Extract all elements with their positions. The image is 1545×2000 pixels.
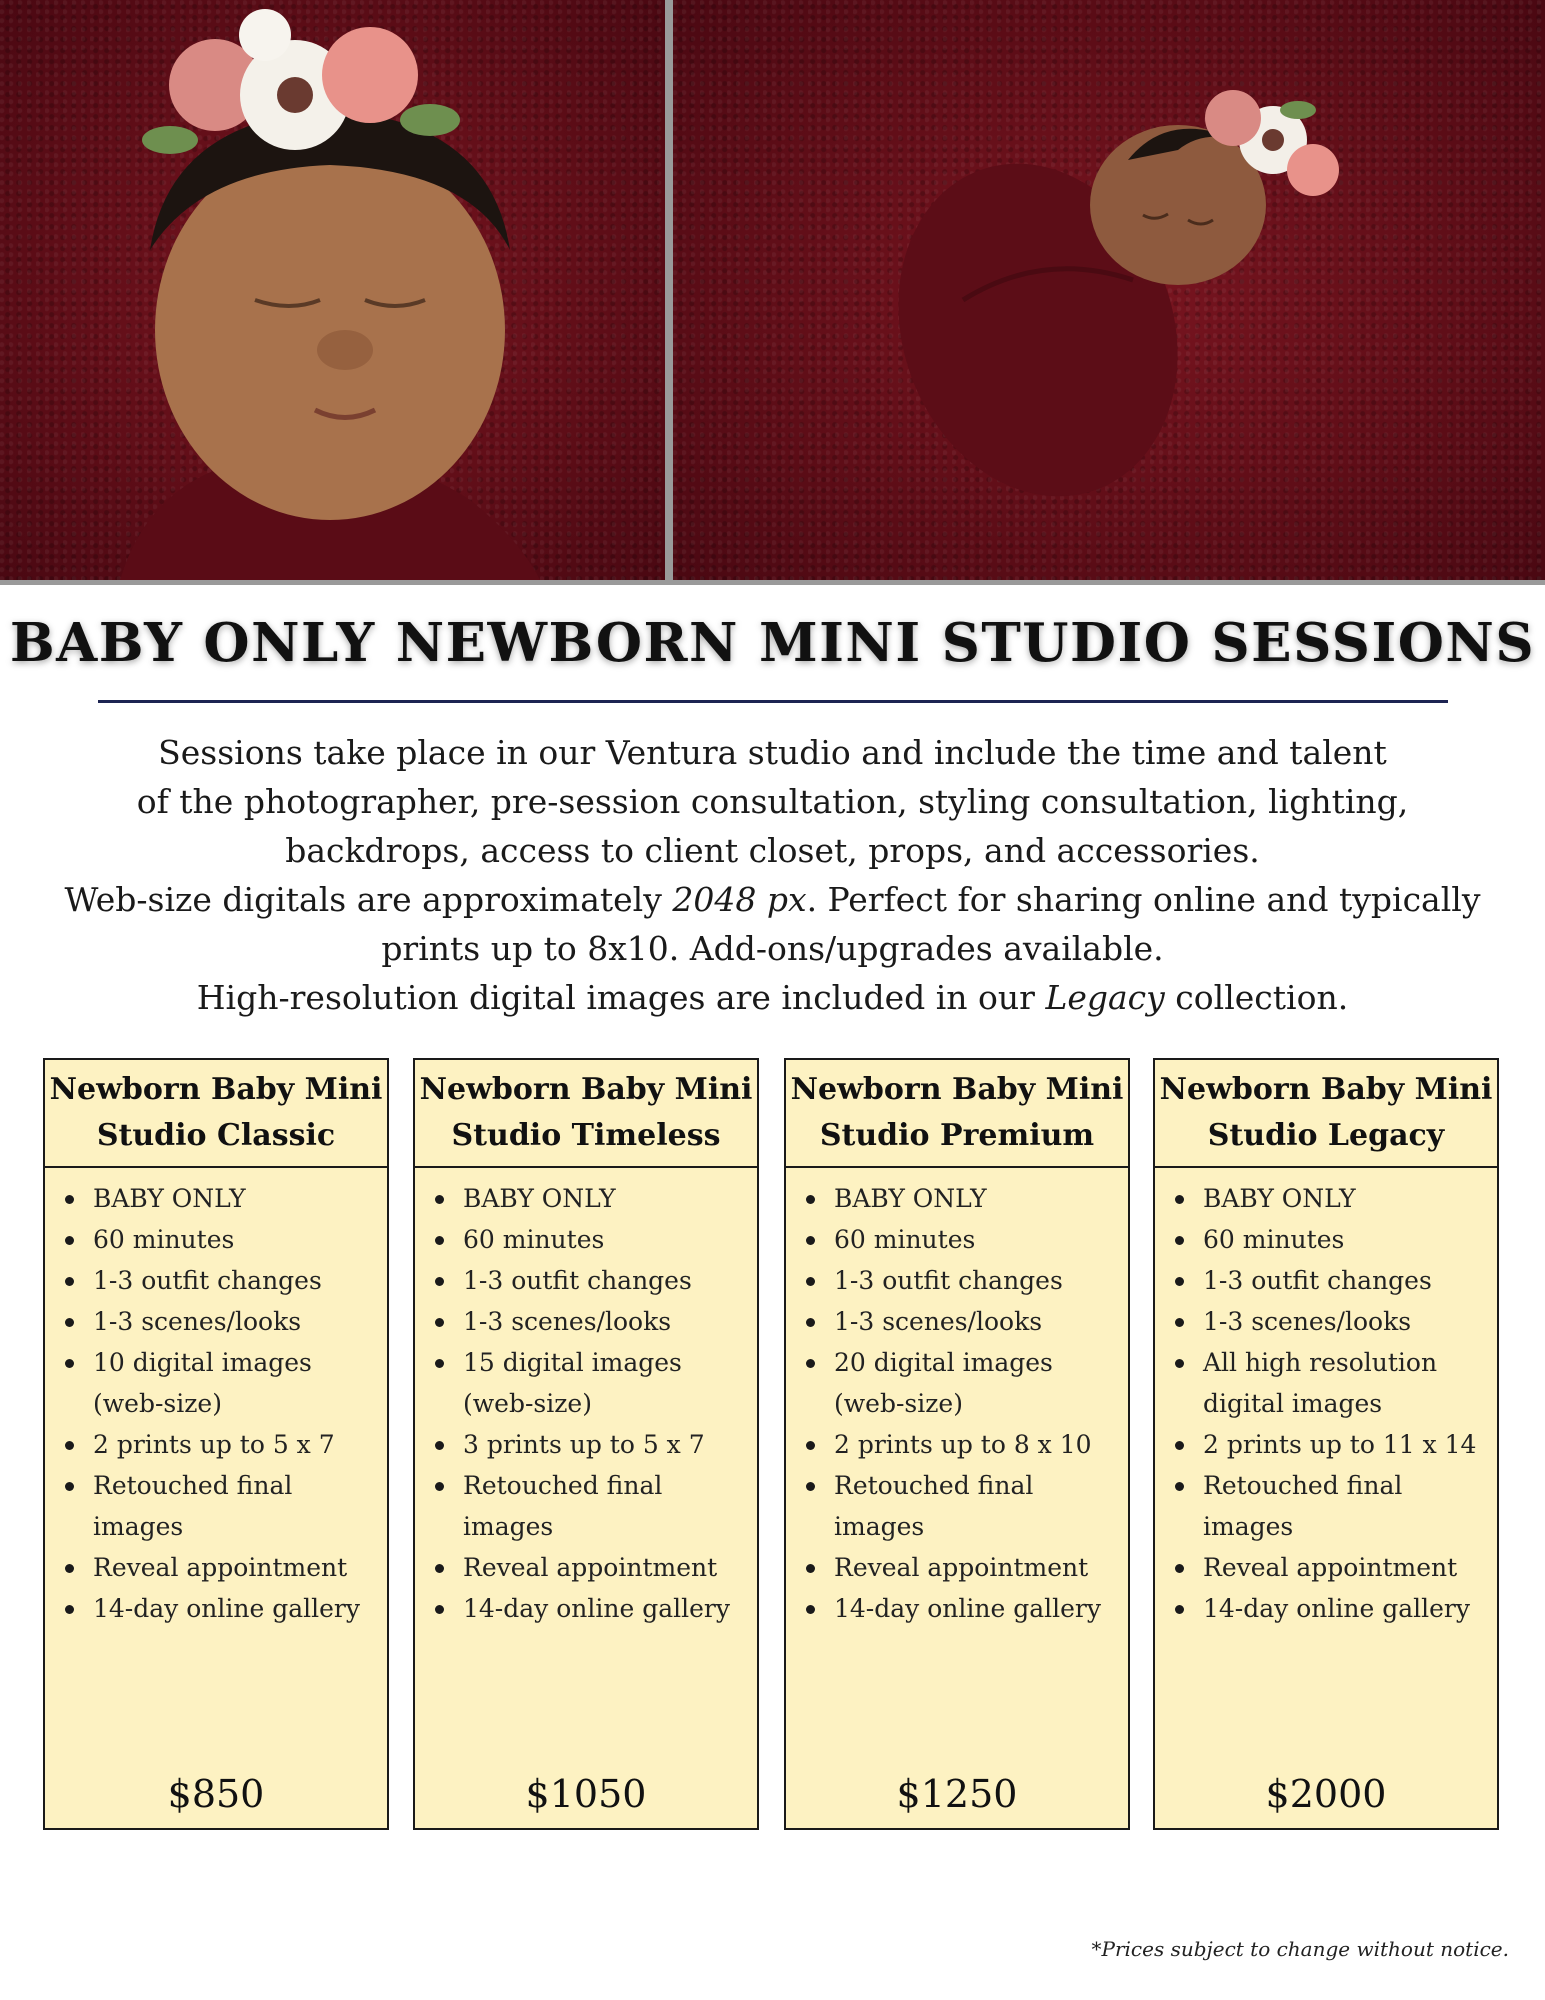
- feature-item: BABY ONLY: [804, 1178, 1120, 1219]
- package-title-line: Newborn Baby Mini: [790, 1072, 1124, 1107]
- feature-item: 14-day online gallery: [63, 1588, 379, 1629]
- package-title: [415, 1060, 757, 1168]
- feature-item: 60 minutes: [804, 1219, 1120, 1260]
- feature-item: 2 prints up to 8 x 10: [804, 1424, 1120, 1465]
- feature-item: 1-3 outfit changes: [1173, 1260, 1489, 1301]
- newborn-swaddled-photo: [673, 0, 1545, 580]
- title-divider: [98, 700, 1448, 703]
- feature-item: 1-3 scenes/looks: [804, 1301, 1120, 1342]
- feature-item: BABY ONLY: [63, 1178, 379, 1219]
- feature-item: 60 minutes: [433, 1219, 749, 1260]
- package-title-line: Studio Timeless: [451, 1118, 721, 1153]
- package-card-timeless: [413, 1058, 759, 1830]
- page-title: BABY ONLY NEWBORN MINI STUDIO SESSIONS: [9, 612, 1536, 674]
- intro-line: backdrops, access to client closet, props, and accessories.: [285, 831, 1260, 870]
- feature-item: 3 prints up to 5 x 7: [433, 1424, 749, 1465]
- intro-paragraph: [60, 728, 1485, 1022]
- feature-item: Retouched final images: [433, 1465, 749, 1547]
- feature-item: 1-3 scenes/looks: [63, 1301, 379, 1342]
- package-title-line: Studio Legacy: [1207, 1118, 1445, 1153]
- photo-strip: [0, 0, 1545, 585]
- feature-item: 2 prints up to 5 x 7: [63, 1424, 379, 1465]
- package-price: $1250: [896, 1772, 1018, 1816]
- intro-line: [60, 875, 1485, 924]
- package-card-legacy: [1153, 1058, 1499, 1830]
- package-features: [1155, 1168, 1497, 1629]
- intro-emphasis: Legacy: [1045, 978, 1165, 1017]
- newborn-closeup-illustration: [0, 0, 665, 580]
- feature-item: Reveal appointment: [433, 1547, 749, 1588]
- feature-item: Reveal appointment: [63, 1547, 379, 1588]
- intro-text: . Perfect for sharing online and typically: [806, 880, 1481, 919]
- package-price: $2000: [1265, 1772, 1387, 1816]
- feature-item: 10 digital images (web-size): [63, 1342, 379, 1424]
- package-features: [45, 1168, 387, 1629]
- intro-line: [60, 973, 1485, 1022]
- feature-item: Retouched final images: [1173, 1465, 1489, 1547]
- feature-item: 60 minutes: [1173, 1219, 1489, 1260]
- intro-text: Web-size digitals are approximately: [64, 880, 673, 919]
- package-title: [1155, 1060, 1497, 1168]
- feature-item: All high resolution digital images: [1173, 1342, 1489, 1424]
- feature-item: 1-3 scenes/looks: [433, 1301, 749, 1342]
- price-disclaimer: *Prices subject to change without notice.: [1091, 1937, 1509, 1961]
- feature-item: 1-3 scenes/looks: [1173, 1301, 1489, 1342]
- intro-emphasis: 2048 px: [672, 880, 807, 919]
- feature-item: Reveal appointment: [804, 1547, 1120, 1588]
- package-card-premium: [784, 1058, 1130, 1830]
- feature-item: 14-day online gallery: [433, 1588, 749, 1629]
- feature-item: 1-3 outfit changes: [804, 1260, 1120, 1301]
- package-features: [415, 1168, 757, 1629]
- package-title: [786, 1060, 1128, 1168]
- package-title-line: Newborn Baby Mini: [1159, 1072, 1493, 1107]
- feature-item: Reveal appointment: [1173, 1547, 1489, 1588]
- feature-item: 60 minutes: [63, 1219, 379, 1260]
- feature-item: 14-day online gallery: [804, 1588, 1120, 1629]
- package-card-classic: [43, 1058, 389, 1830]
- feature-item: 20 digital images (web-size): [804, 1342, 1120, 1424]
- feature-item: 14-day online gallery: [1173, 1588, 1489, 1629]
- package-title-line: Newborn Baby Mini: [419, 1072, 753, 1107]
- feature-item: BABY ONLY: [433, 1178, 749, 1219]
- newborn-closeup-photo: [0, 0, 665, 580]
- intro-line: Sessions take place in our Ventura studio and include the time and talent: [158, 733, 1387, 772]
- package-title: [45, 1060, 387, 1168]
- package-title-line: Studio Premium: [819, 1118, 1095, 1153]
- intro-line: of the photographer, pre-session consultation, styling consultation, lighting,: [136, 782, 1409, 821]
- package-features: [786, 1168, 1128, 1629]
- feature-item: Retouched final images: [63, 1465, 379, 1547]
- package-price: $1050: [525, 1772, 647, 1816]
- intro-line: prints up to 8x10. Add-ons/upgrades available.: [381, 929, 1164, 968]
- feature-item: Retouched final images: [804, 1465, 1120, 1547]
- feature-item: 1-3 outfit changes: [433, 1260, 749, 1301]
- package-price: $850: [167, 1772, 265, 1816]
- package-title-line: Studio Classic: [96, 1118, 336, 1153]
- feature-item: 15 digital images (web-size): [433, 1342, 749, 1424]
- feature-item: 1-3 outfit changes: [63, 1260, 379, 1301]
- feature-item: 2 prints up to 11 x 14: [1173, 1424, 1489, 1465]
- intro-text: collection.: [1164, 978, 1349, 1017]
- newborn-swaddled-illustration: [673, 0, 1545, 580]
- intro-text: High-resolution digital images are included in our: [196, 978, 1046, 1017]
- feature-item: BABY ONLY: [1173, 1178, 1489, 1219]
- package-title-line: Newborn Baby Mini: [49, 1072, 383, 1107]
